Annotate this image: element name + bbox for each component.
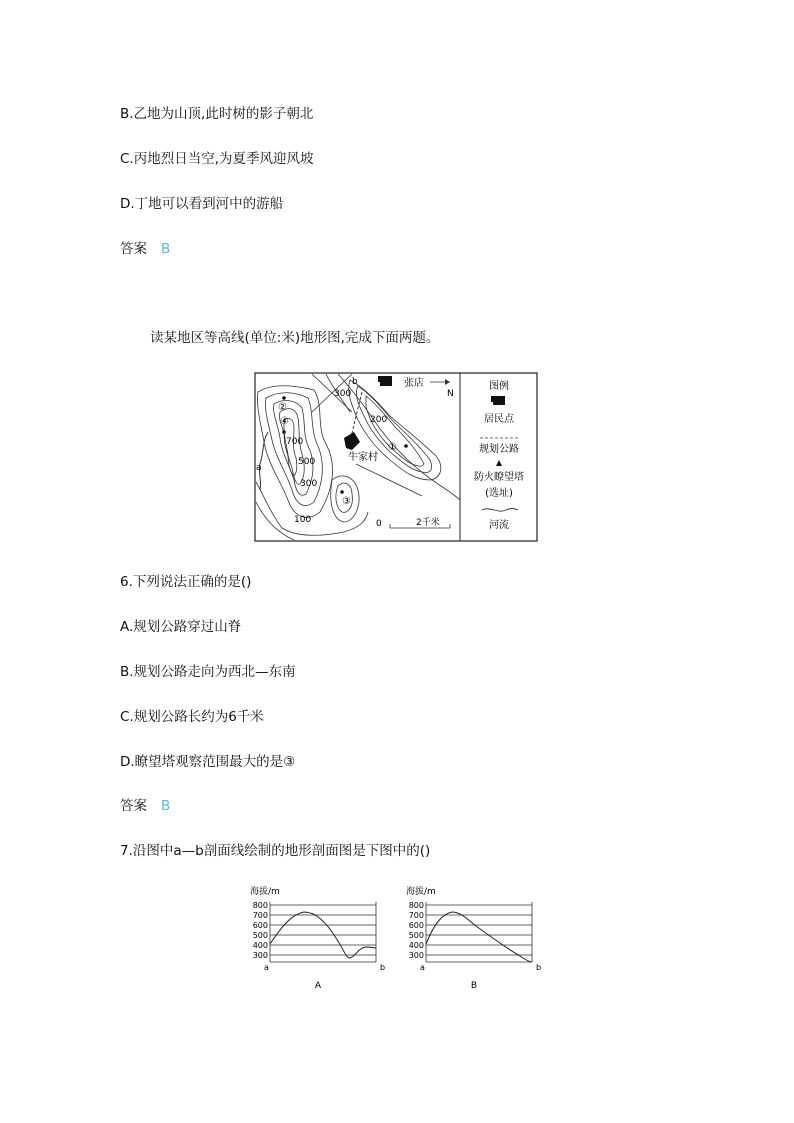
answer-label: 答案	[120, 241, 147, 257]
contour-label-300b: 300	[300, 479, 318, 489]
legend-title: 图例	[489, 381, 509, 392]
answer-value: B	[161, 241, 171, 257]
tick: 700	[408, 911, 424, 920]
legend-road: 规划公路	[479, 444, 519, 455]
tick: 600	[252, 921, 268, 930]
scale-zero: 0	[376, 519, 382, 529]
contour-label-200: 200	[370, 415, 388, 425]
contour-map	[254, 372, 538, 542]
q6-stem: 6.下列说法正确的是()	[120, 574, 252, 590]
legend-settlement: 居民点	[484, 414, 514, 425]
q5-option-b: B.乙地为山顶,此时树的影子朝北	[120, 106, 314, 122]
q7-stem: 7.沿图中a—b剖面线绘制的地形剖面图是下图中的()	[120, 843, 431, 859]
tick: 800	[408, 901, 424, 910]
profile-b-end: b	[536, 963, 542, 972]
scale-label: 2千米	[416, 518, 440, 528]
tick: 300	[252, 951, 268, 960]
tick: 300	[408, 951, 424, 960]
legend-river: 河流	[489, 520, 509, 531]
tick: 700	[252, 911, 268, 920]
contour-label-100: 100	[294, 515, 312, 525]
tick: 500	[252, 931, 268, 940]
point-b: b	[352, 377, 358, 387]
q5-option-d: D.丁地可以看到河中的游船	[120, 196, 284, 212]
q6-option-b: B.规划公路走向为西北—东南	[120, 664, 296, 680]
marker-3: ③	[342, 496, 351, 507]
tick: 400	[408, 941, 424, 950]
label-zhangdian: 张店	[404, 378, 424, 389]
tick: 800	[252, 901, 268, 910]
marker-2: ②	[278, 402, 287, 413]
contour-label-300a: 300	[334, 389, 352, 399]
tick: 500	[408, 931, 424, 940]
contour-label-500: 500	[298, 457, 316, 467]
marker-4: ④	[280, 416, 289, 427]
label-niujia: 牛家村	[348, 452, 378, 463]
legend-tower-note: (选址)	[485, 488, 513, 499]
q6-option-c: C.规划公路长约为6千米	[120, 709, 264, 725]
profile-a-end: b	[380, 963, 386, 972]
q5-answer	[120, 237, 170, 257]
intro-text: 读某地区等高线(单位:米)地形图,完成下面两题。	[150, 330, 440, 346]
north-arrow-label: N	[447, 389, 454, 399]
marker-1: ①	[388, 442, 397, 453]
q6-option-d: D.瞭望塔观察范围最大的是③	[120, 754, 296, 770]
profile-b-ylabel: 海拔/m	[406, 887, 436, 897]
tick: 600	[408, 921, 424, 930]
q6-option-a: A.规划公路穿过山脊	[120, 619, 242, 635]
contour-label-700: 700	[286, 437, 304, 447]
answer-value: B	[161, 798, 171, 814]
point-a: a	[256, 463, 262, 473]
profile-b-start: a	[420, 963, 425, 972]
profile-a-start: a	[264, 963, 269, 972]
legend-tower: 防火瞭望塔	[474, 472, 524, 483]
q6-answer	[120, 794, 170, 814]
tick: 400	[252, 941, 268, 950]
profile-chart-a	[246, 882, 386, 992]
profile-a-ylabel: 海拔/m	[250, 887, 280, 897]
answer-label: 答案	[120, 798, 147, 814]
profile-chart-b	[402, 882, 548, 992]
q5-option-c: C.丙地烈日当空,为夏季风迎风坡	[120, 151, 314, 167]
profile-a-caption: A	[314, 981, 322, 991]
profile-b-caption: B	[470, 981, 478, 991]
